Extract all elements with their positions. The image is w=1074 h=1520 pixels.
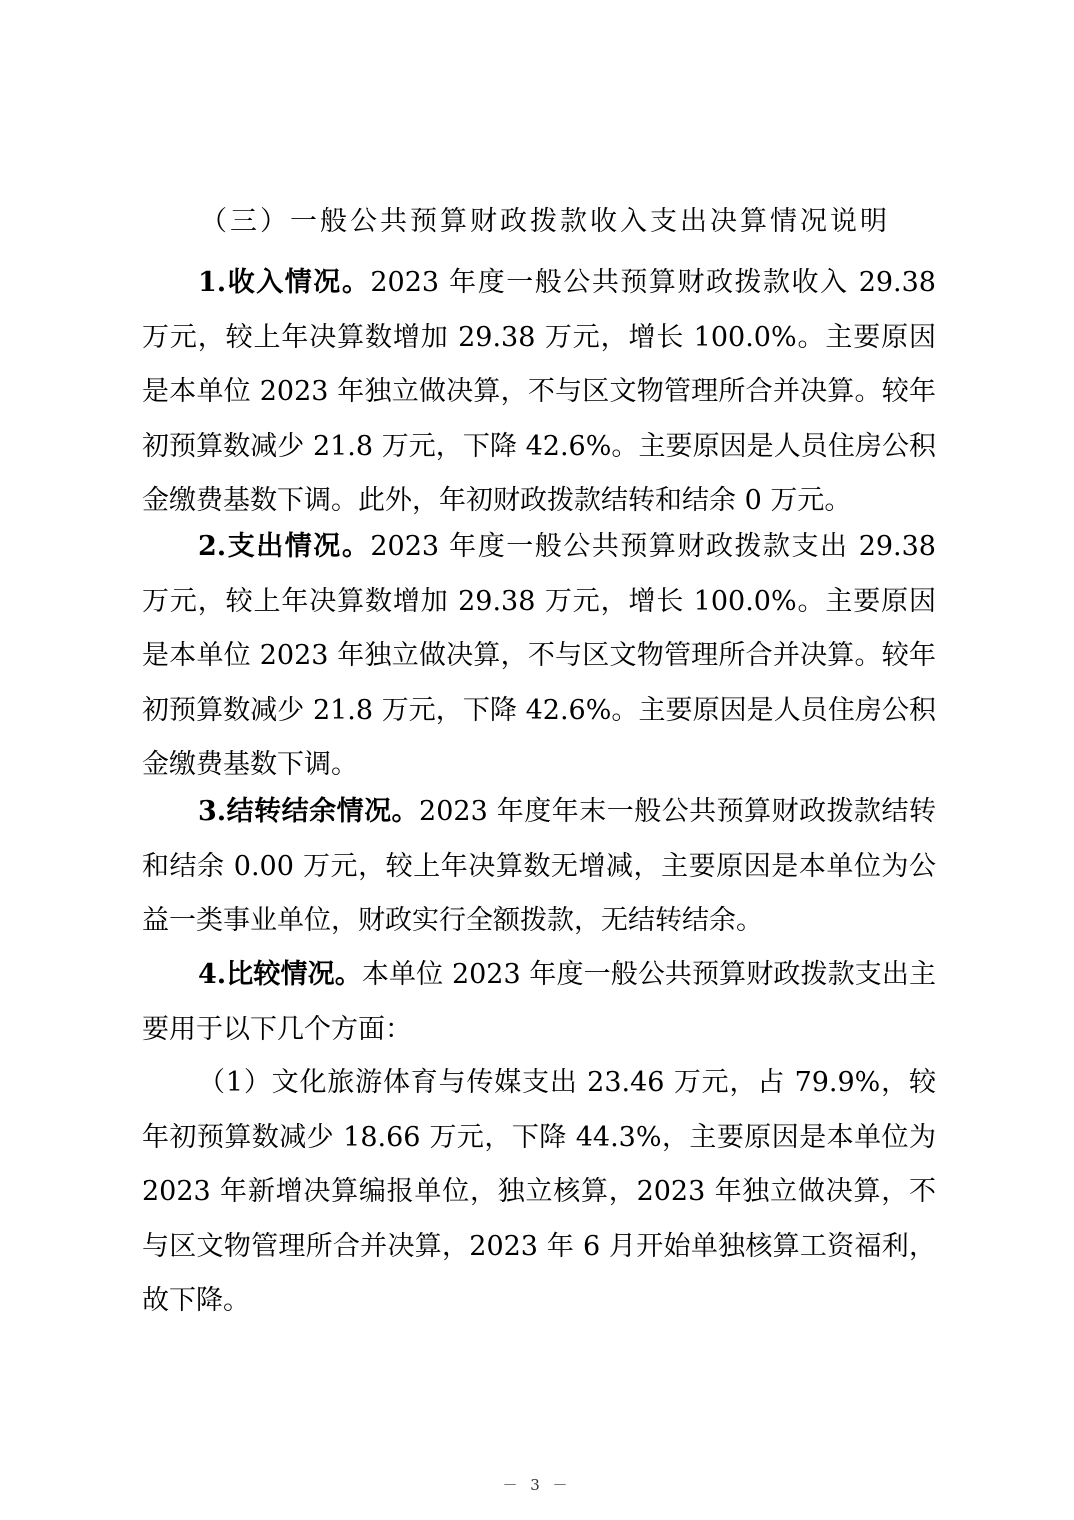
paragraph-income-text: 2023 年度一般公共预算财政拨款收入 29.38 万元，较上年决算数增加 29.38 万元，增长 100.0%。主要原因是本单位 2023 年独立做决算，不与区文物管理所合并决算。较年初预算数减少 21.8 万元，下降 42.6%。主要原因是人员住房公积金缴费基数下调。此外，年初财政拨款结转和结余 0 万元。	[142, 267, 936, 516]
paragraph-comparison-text: 本单位 2023 年度一般公共预算财政拨款支出主要用于以下几个方面：	[142, 959, 936, 1045]
paragraph-item-1-text: （1）文化旅游体育与传媒支出 23.46 万元，占 79.9%，较年初预算数减少 18.66 万元，下降 44.3%，主要原因是本单位为 2023 年新增决算编报单位，独立核算，2023 年独立做决算，不与区文物管理所合并决算，2023 年 6 月开始单独核算工资福利，故下降。	[142, 1067, 936, 1316]
page-number: － 3 －	[502, 1476, 572, 1494]
paragraph-expenditure	[142, 520, 936, 793]
paragraph-expenditure-text: 2023 年度一般公共预算财政拨款支出 29.38 万元，较上年决算数增加 29.38 万元，增长 100.0%。主要原因是本单位 2023 年独立做决算，不与区文物管理所合并决算。较年初预算数减少 21.8 万元，下降 42.6%。主要原因是人员住房公积金缴费基数下调。	[142, 531, 936, 780]
paragraph-expenditure-lead: 2.支出情况。	[198, 531, 371, 562]
paragraph-carryover	[142, 785, 936, 949]
paragraph-income	[142, 256, 936, 529]
section-heading: （三）一般公共预算财政拨款收入支出决算情况说明	[200, 206, 890, 237]
paragraph-income-lead: 1.收入情况。	[198, 267, 371, 298]
paragraph-carryover-text: 2023 年度年末一般公共预算财政拨款结转和结余 0.00 万元，较上年决算数无增减，主要原因是本单位为公益一类事业单位，财政实行全额拨款，无结转结余。	[142, 796, 937, 936]
paragraph-carryover-lead: 3.结转结余情况。	[198, 796, 420, 827]
paragraph-item-1	[142, 1056, 936, 1329]
paragraph-comparison	[142, 948, 936, 1057]
paragraph-comparison-lead: 4.比较情况。	[198, 959, 362, 990]
